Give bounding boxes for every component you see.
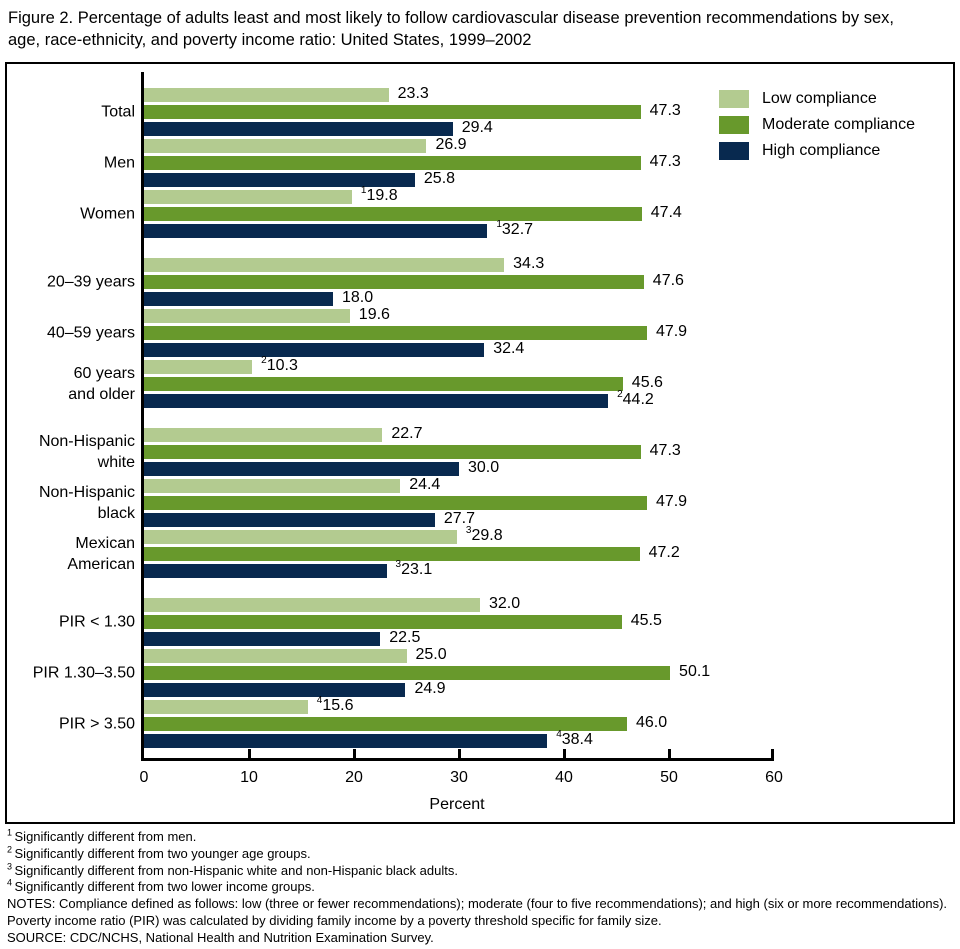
bar bbox=[144, 598, 480, 612]
figure-title-line-2: age, race-ethnicity, and poverty income ratio: United States, 1999–2002 bbox=[8, 31, 532, 49]
bar bbox=[144, 462, 459, 476]
bar bbox=[144, 649, 407, 663]
axis-tick bbox=[668, 749, 671, 758]
bar bbox=[144, 326, 647, 340]
bar-value-label: 47.4 bbox=[650, 204, 682, 221]
bar-value-label: 50.1 bbox=[679, 663, 711, 680]
legend-item-high bbox=[719, 142, 915, 160]
category-label: PIR 1.30–3.50 bbox=[32, 664, 135, 682]
footnote-line: NOTES: Compliance defined as follows: low (three or fewer recommendations); moderate (four to five recommendations); and high (six or more recommendations). Poverty income ratio (PIR) was calculated by dividing family income by a poverty threshold specific for family size. bbox=[7, 896, 948, 928]
bar-value-label: 47.9 bbox=[655, 323, 688, 340]
bar-value-label: 47.2 bbox=[648, 544, 680, 561]
bar-value-label: 47.6 bbox=[652, 272, 684, 289]
bar bbox=[144, 734, 547, 748]
bar bbox=[144, 207, 642, 221]
footnote-line: SOURCE: CDC/NCHS, National Health and Nutrition Examination Survey. bbox=[7, 929, 434, 945]
x-axis-line bbox=[141, 758, 774, 761]
bar-value-label: 23.3 bbox=[397, 85, 429, 102]
bar-value-label: 18.0 bbox=[342, 289, 374, 306]
bar-value-label: 47.3 bbox=[649, 442, 681, 459]
chart-panel bbox=[5, 62, 955, 824]
bar bbox=[144, 139, 426, 153]
category-label: Non-Hispanic white bbox=[38, 433, 135, 471]
axis-tick bbox=[353, 749, 356, 758]
legend-label: Moderate compliance bbox=[762, 116, 915, 133]
bar bbox=[144, 309, 350, 323]
bar-value-label: 30.0 bbox=[468, 459, 500, 476]
bar-value-label: 45.6 bbox=[631, 374, 663, 391]
moderate-compliance-swatch-icon bbox=[719, 116, 749, 134]
bar bbox=[144, 683, 405, 697]
legend-label: Low compliance bbox=[762, 90, 877, 107]
footnotes bbox=[7, 829, 954, 947]
bar-value-label: 34.3 bbox=[513, 255, 545, 272]
bar-value-label: 32.0 bbox=[489, 595, 521, 612]
bar-value-label: 24.4 bbox=[409, 476, 441, 493]
bar-value-label: 29.4 bbox=[461, 119, 493, 136]
footnote-line: $^3$ Significantly different from non-Hispanic white and non-Hispanic black adults. bbox=[7, 861, 458, 878]
bar bbox=[144, 105, 641, 119]
bar-value-label: 45.5 bbox=[630, 612, 662, 629]
axis-tick-label: 30 bbox=[450, 769, 468, 786]
bar bbox=[144, 173, 415, 187]
bar-value-label: 32.4 bbox=[493, 340, 525, 357]
bar bbox=[144, 445, 641, 459]
bar bbox=[144, 700, 308, 714]
axis-tick bbox=[248, 749, 251, 758]
footnote-line: $^4$ Significantly different from two lower income groups. bbox=[7, 878, 315, 895]
bar-value-label: $^4$15.6 bbox=[316, 694, 354, 714]
bar bbox=[144, 275, 644, 289]
footnote-line: $^1$ Significantly different from men. bbox=[7, 827, 197, 844]
bar-value-label: 19.6 bbox=[358, 306, 390, 323]
bar bbox=[144, 360, 252, 374]
legend-item-moderate bbox=[719, 116, 915, 134]
bar-value-label: $^1$19.8 bbox=[360, 184, 398, 204]
bar bbox=[144, 547, 640, 561]
bar-value-label: 24.9 bbox=[414, 680, 446, 697]
bar bbox=[144, 666, 670, 680]
bar-value-label: 22.5 bbox=[389, 629, 421, 646]
category-label: PIR > 3.50 bbox=[58, 715, 135, 733]
category-label: 40–59 years bbox=[46, 324, 135, 342]
bar bbox=[144, 564, 387, 578]
axis-tick bbox=[771, 749, 774, 758]
bar-value-label: 25.8 bbox=[423, 170, 456, 187]
legend-label: High compliance bbox=[762, 142, 881, 159]
footnote-line: $^2$ Significantly different from two younger age groups. bbox=[7, 844, 311, 861]
axis-tick-label: 60 bbox=[765, 769, 783, 786]
bar bbox=[144, 258, 504, 272]
bar bbox=[144, 615, 622, 629]
axis-tick-label: 0 bbox=[139, 769, 149, 786]
axis-tick bbox=[563, 749, 566, 758]
axis-tick bbox=[458, 749, 461, 758]
bar-value-label: 25.0 bbox=[415, 646, 447, 663]
bar-value-label: 47.9 bbox=[655, 493, 688, 510]
y-axis-line bbox=[141, 72, 144, 761]
bar bbox=[144, 394, 608, 408]
bar-value-label: $^2$10.3 bbox=[261, 354, 298, 374]
bar-value-label: $^3$23.1 bbox=[395, 558, 433, 578]
bar-value-label: 27.7 bbox=[443, 510, 475, 527]
bar bbox=[144, 530, 457, 544]
category-label: PIR < 1.30 bbox=[58, 613, 135, 631]
x-axis-title: Percent bbox=[429, 796, 485, 813]
bar bbox=[144, 377, 623, 391]
bar bbox=[144, 632, 380, 646]
bar-value-label: $^1$32.7 bbox=[496, 218, 534, 238]
category-label: 60 years and older bbox=[68, 365, 135, 403]
bar bbox=[144, 513, 435, 527]
bar-value-label: 47.3 bbox=[649, 153, 681, 170]
bar-value-label: 26.9 bbox=[435, 136, 467, 153]
bar bbox=[144, 122, 453, 136]
bar bbox=[144, 156, 641, 170]
category-label: Non-Hispanic black bbox=[38, 484, 135, 522]
axis-tick-label: 20 bbox=[345, 769, 363, 786]
bar bbox=[144, 496, 647, 510]
low-compliance-swatch-icon bbox=[719, 90, 749, 108]
category-label: Total bbox=[101, 103, 135, 121]
figure-title-line-1: Figure 2. Percentage of adults least and most likely to follow cardiovascular disease prevention recommendations by sex, bbox=[8, 9, 894, 27]
bar bbox=[144, 88, 389, 102]
bar-value-label: 47.3 bbox=[649, 102, 681, 119]
axis-tick-label: 40 bbox=[555, 769, 573, 786]
figure-title bbox=[8, 7, 956, 51]
bar-value-label: $^2$44.2 bbox=[617, 388, 654, 408]
bar-value-label: $^3$29.8 bbox=[465, 524, 503, 544]
category-label: Men bbox=[103, 154, 135, 172]
axis-tick-label: 10 bbox=[240, 769, 258, 786]
bar-value-label: 22.7 bbox=[391, 425, 423, 442]
bar bbox=[144, 343, 484, 357]
category-label: Women bbox=[80, 205, 135, 223]
high-compliance-swatch-icon bbox=[719, 142, 749, 160]
category-label: 20–39 years bbox=[46, 273, 135, 291]
bar bbox=[144, 190, 352, 204]
category-label: Mexican American bbox=[67, 535, 135, 573]
bar-value-label: $^4$38.4 bbox=[556, 728, 593, 748]
legend bbox=[719, 90, 915, 168]
bar bbox=[144, 224, 487, 238]
bar bbox=[144, 428, 382, 442]
axis-tick-label: 50 bbox=[660, 769, 678, 786]
bar-value-label: 46.0 bbox=[636, 714, 668, 731]
bar bbox=[144, 292, 333, 306]
bar bbox=[144, 479, 400, 493]
legend-item-low bbox=[719, 90, 915, 108]
bar bbox=[144, 717, 627, 731]
